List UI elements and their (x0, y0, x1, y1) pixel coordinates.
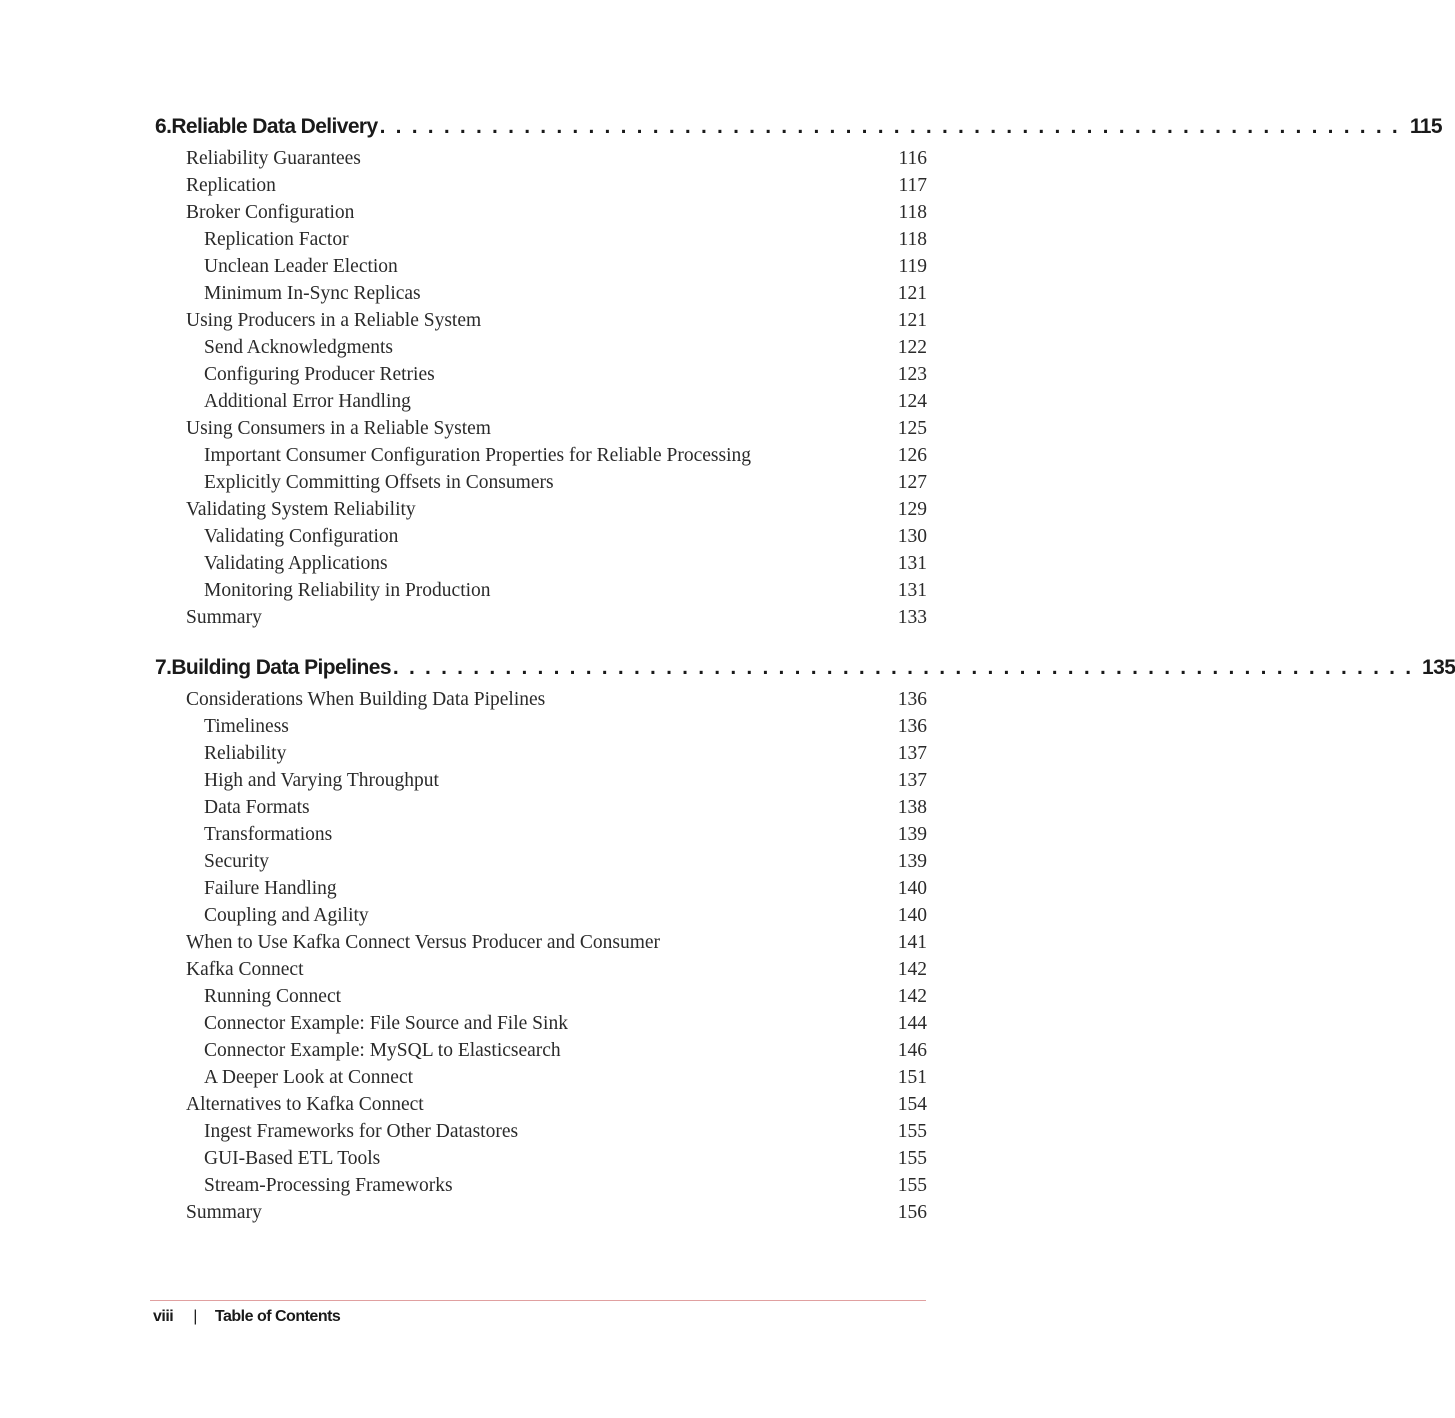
chapter-heading[interactable] (155, 115, 1442, 145)
toc-entry-title: High and Varying Throughput (204, 770, 439, 791)
chapter-entries (155, 145, 927, 631)
toc-entry-title: Running Connect (204, 986, 342, 1007)
toc-entry[interactable] (155, 1010, 927, 1037)
toc-entry[interactable] (155, 1199, 927, 1226)
toc-entry[interactable] (155, 172, 927, 199)
toc-entry[interactable] (155, 1037, 927, 1064)
toc-entry-title: Replication (186, 175, 276, 196)
toc-entry-page: 151 (897, 1067, 927, 1088)
toc-entry-page: 140 (897, 878, 927, 899)
toc-entry[interactable] (155, 280, 927, 307)
toc-entry-title: Stream-Processing Frameworks (204, 1175, 453, 1196)
toc-entry[interactable] (155, 956, 927, 983)
toc-entry-title: Timeliness (204, 716, 289, 737)
toc-entry-page: 140 (897, 905, 927, 926)
chapter-page-number: 115 (1409, 115, 1442, 138)
toc-entry-title: Security (204, 851, 269, 872)
toc-entry-title: Validating Applications (204, 553, 388, 574)
toc-entry-page: 142 (897, 986, 927, 1007)
toc-entry-page: 123 (897, 364, 927, 385)
toc-entry[interactable] (155, 1118, 927, 1145)
toc-entry-title: Replication Factor (204, 229, 349, 250)
chapter-6 (155, 115, 1442, 631)
toc-entry[interactable] (155, 361, 927, 388)
toc-entry-title: Connector Example: MySQL to Elasticsearch (204, 1040, 561, 1061)
toc-entry[interactable] (155, 929, 927, 956)
toc-entry[interactable] (155, 1145, 927, 1172)
toc-entry-page: 118 (898, 202, 927, 223)
toc-entry[interactable] (155, 848, 927, 875)
toc-entry-title: Alternatives to Kafka Connect (186, 1094, 424, 1115)
toc-entry[interactable] (155, 226, 927, 253)
chapter-title: Building Data Pipelines (171, 656, 391, 679)
footer-section-title: Table of Contents (214, 1308, 341, 1325)
toc-entry[interactable] (155, 604, 927, 631)
toc-entry-title: Connector Example: File Source and File Sink (204, 1013, 568, 1034)
toc-entry[interactable] (155, 875, 927, 902)
toc-entry-title: A Deeper Look at Connect (204, 1067, 414, 1088)
toc-entry-title: Additional Error Handling (204, 391, 411, 412)
toc-entry-page: 136 (897, 689, 927, 710)
toc-entry[interactable] (155, 253, 927, 280)
toc-entry-page: 122 (897, 337, 927, 358)
toc-entry-title: Coupling and Agility (204, 905, 369, 926)
toc-entry-title: Send Acknowledgments (204, 337, 394, 358)
toc-entry[interactable] (155, 523, 927, 550)
toc-entry-page: 117 (898, 175, 927, 196)
chapter-heading[interactable] (155, 656, 1455, 686)
toc-entry-title: Broker Configuration (186, 202, 355, 223)
toc-entry-page: 136 (897, 716, 927, 737)
toc-entry[interactable] (155, 767, 927, 794)
toc-entry-title: Summary (186, 607, 262, 628)
toc-entry-page: 126 (897, 445, 927, 466)
toc-entry-page: 133 (897, 607, 927, 628)
toc-entry-title: Unclean Leader Election (204, 256, 398, 277)
toc-entry-page: 137 (897, 743, 927, 764)
toc-entry-page: 156 (897, 1202, 927, 1223)
toc-entry-title: Summary (186, 1202, 262, 1223)
toc-entry[interactable] (155, 983, 927, 1010)
toc-entry[interactable] (155, 334, 927, 361)
toc-entry-page: 127 (897, 472, 927, 493)
toc-entry-title: Data Formats (204, 797, 310, 818)
toc-entry-page: 116 (898, 148, 927, 169)
toc-entry[interactable] (155, 199, 927, 226)
footer-rule (150, 1300, 926, 1301)
toc-entry[interactable] (155, 740, 927, 767)
toc-entry[interactable] (155, 496, 927, 523)
toc-entry[interactable] (155, 550, 927, 577)
toc-entry[interactable] (155, 821, 927, 848)
chapter-page-number: 135 (1422, 656, 1455, 679)
toc-entry-title: Kafka Connect (186, 959, 304, 980)
toc-entry-title: Transformations (204, 824, 333, 845)
toc-entry[interactable] (155, 307, 927, 334)
toc-entry-page: 119 (898, 256, 927, 277)
toc-entry-page: 155 (897, 1148, 927, 1169)
toc-entry[interactable] (155, 415, 927, 442)
toc-entry[interactable] (155, 794, 927, 821)
chapter-number: 6. (155, 115, 172, 138)
toc-entry-title: Explicitly Committing Offsets in Consumers (204, 472, 554, 493)
toc-entry[interactable] (155, 1091, 927, 1118)
toc-entry[interactable] (155, 686, 927, 713)
toc-entry-title: Important Consumer Configuration Properties for Reliable Processing (204, 445, 751, 466)
toc-entry[interactable] (155, 1172, 927, 1199)
toc-entry-title: GUI-Based ETL Tools (204, 1148, 381, 1169)
footer-page-number: viii (153, 1308, 174, 1325)
toc-entry[interactable] (155, 145, 927, 172)
toc-entry[interactable] (155, 388, 927, 415)
toc-entry-title: Configuring Producer Retries (204, 364, 435, 385)
toc-entry-page: 121 (897, 310, 927, 331)
toc-entry-page: 138 (897, 797, 927, 818)
toc-entry-title: Ingest Frameworks for Other Datastores (204, 1121, 519, 1142)
toc-entry-page: 139 (897, 851, 927, 872)
toc-entry-page: 155 (897, 1121, 927, 1142)
toc-entry-page: 139 (897, 824, 927, 845)
toc-entry-page: 142 (897, 959, 927, 980)
toc-entry-title: Validating System Reliability (186, 499, 416, 520)
toc-entry-page: 129 (897, 499, 927, 520)
toc-entry-title: Using Consumers in a Reliable System (186, 418, 491, 439)
toc-entry-title: Considerations When Building Data Pipelines (186, 689, 546, 710)
chapter-entries (155, 686, 927, 1226)
toc-entry-page: 118 (898, 229, 927, 250)
toc-entry-title: Validating Configuration (204, 526, 399, 547)
page-footer (153, 1308, 340, 1326)
toc-entry-page: 155 (897, 1175, 927, 1196)
toc-entry[interactable] (155, 442, 927, 469)
toc-entry-page: 154 (897, 1094, 927, 1115)
toc-entry[interactable] (155, 577, 927, 604)
toc-entry-page: 130 (897, 526, 927, 547)
dot-leader: . . . . . . . . . . . . . . . . . . . . . . . . . . . . . . . . . . . . . . . . . . . . . . . . . . . . . . . . . . . . . . . . (392, 656, 1414, 679)
toc-entry-title: Reliability Guarantees (186, 148, 361, 169)
chapter-title: Reliable Data Delivery (171, 115, 378, 138)
toc-entry-page: 124 (897, 391, 927, 412)
dot-leader: . . . . . . . . . . . . . . . . . . . . . . . . . . . . . . . . . . . . . . . . . . . . . . . . . . . . . . . . . . . . . . . . (379, 115, 1400, 138)
chapter-number: 7. (155, 656, 172, 679)
toc-entry-title: Minimum In-Sync Replicas (204, 283, 421, 304)
toc-entry-page: 125 (897, 418, 927, 439)
toc-entry-page: 146 (897, 1040, 927, 1061)
toc-entry[interactable] (155, 1064, 927, 1091)
footer-separator: | (193, 1308, 197, 1325)
toc-entry[interactable] (155, 902, 927, 929)
chapter-7 (155, 656, 1455, 1226)
toc-entry-title: When to Use Kafka Connect Versus Producer and Consumer (186, 932, 661, 953)
toc-entry[interactable] (155, 713, 927, 740)
toc-entry-page: 144 (897, 1013, 927, 1034)
toc-entry-title: Reliability (204, 743, 287, 764)
toc-entry-title: Using Producers in a Reliable System (186, 310, 482, 331)
toc-entry-page: 121 (897, 283, 927, 304)
toc-entry-page: 131 (897, 553, 927, 574)
toc-entry-page: 131 (897, 580, 927, 601)
toc-entry-page: 137 (897, 770, 927, 791)
toc-entry-title: Failure Handling (204, 878, 337, 899)
toc-entry-page: 141 (897, 932, 927, 953)
toc-entry-title: Monitoring Reliability in Production (204, 580, 491, 601)
toc-entry[interactable] (155, 469, 927, 496)
